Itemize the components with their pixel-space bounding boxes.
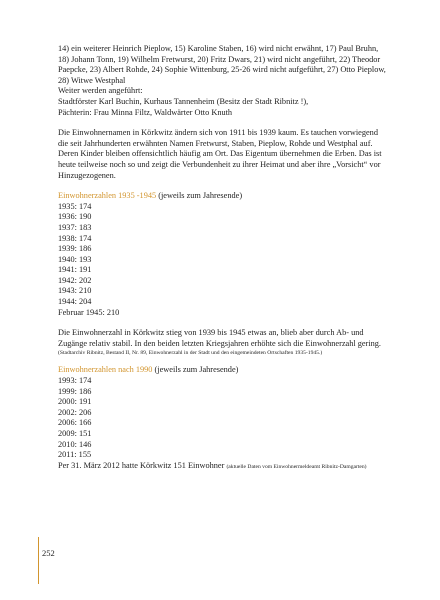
paragraph-names bbox=[58, 128, 392, 181]
final-statement-main: Per 31. März 2012 hatte Körkwitz 151 Einwohner bbox=[58, 460, 227, 470]
list-item: 1940: 193 bbox=[58, 254, 92, 264]
population-list-1935 bbox=[58, 202, 392, 319]
intro-line: Pächterin: Frau Minna Filtz, Waldwärter Otto Knuth bbox=[58, 107, 233, 117]
list-item: 1939: 186 bbox=[58, 244, 92, 254]
list-item: 1937: 183 bbox=[58, 222, 92, 232]
paragraph-line: heute teilweise noch so und zeigt die Verbundenheit zu ihrer Heimat und aber ihre „Vorsicht“ vor bbox=[58, 159, 381, 169]
list-item: 1944: 204 bbox=[58, 297, 92, 307]
final-statement bbox=[58, 461, 392, 472]
intro-line: 14) ein weiterer Heinrich Pieplow, 15) Karoline Staben, 16) wird nicht erwähnt, 17) Paul Bruhn, bbox=[58, 44, 379, 53]
section-heading-1990 bbox=[58, 365, 392, 376]
list-item: 1999: 186 bbox=[58, 386, 92, 396]
paragraph-line: Die Einwohnernamen in Körkwitz ändern sich von 1911 bis 1939 kaum. Es tauchen vorwiegend bbox=[58, 128, 378, 138]
heading-accent: Einwohnerzahlen nach 1990 bbox=[58, 365, 153, 375]
document-page bbox=[58, 44, 392, 471]
page-number: 252 bbox=[42, 548, 55, 558]
list-item: 2011: 155 bbox=[58, 450, 92, 460]
final-statement-source: (aktuelle Daten vom Einwohnermeldeamt Ribnitz-Damgarten) bbox=[226, 463, 367, 470]
page-margin-rule bbox=[38, 537, 39, 584]
source-citation: (Stadtarchiv Ribnitz, Bestand II, Nr. 89, Einwohnerzahl in der Stadt und den eingemeindeten Ortschaften 1935-1945.) bbox=[58, 350, 323, 357]
list-item: 1942: 202 bbox=[58, 275, 92, 285]
intro-line: Stadtförster Karl Buchin, Kurhaus Tannenheim (Besitz der Stadt Ribnitz !), bbox=[58, 96, 309, 106]
list-item: 2006: 166 bbox=[58, 418, 92, 428]
list-item: 2002: 206 bbox=[58, 407, 92, 417]
heading-note: (jeweils zum Jahresende) bbox=[156, 191, 243, 201]
paragraph-line: Zugänge relativ stabil. In den beiden letzten Kriegsjahren erhöhte sich die Einwohnerzahl gering. bbox=[58, 338, 381, 348]
heading-accent: Einwohnerzahlen 1935 -1945 bbox=[58, 191, 157, 201]
list-item: 2010: 146 bbox=[58, 439, 92, 449]
paragraph-line: die seit Jahrhunderten erwähnten Namen Fretwurst, Staben, Pieplow, Rohde und Westphal auf. bbox=[58, 138, 373, 148]
paragraph-line: Hinzugezogenen. bbox=[58, 170, 116, 180]
intro-line: 18) Johann Tonn, 19) Wilhelm Fretwurst, 20) Fritz Dwars, 21) wird nicht angeführt, 22) Theodor bbox=[58, 54, 381, 64]
intro-line: 28) Witwe Westphal bbox=[58, 75, 126, 85]
list-item: 1943: 210 bbox=[58, 286, 92, 296]
paragraph-population bbox=[58, 328, 392, 357]
paragraph-line: Die Einwohnerzahl in Körkwitz stieg von 1939 bis 1945 etwas an, blieb aber durch Ab- und bbox=[58, 328, 364, 338]
list-item: 1993: 174 bbox=[58, 376, 92, 386]
intro-line: Paepcke, 23) Albert Rohde, 24) Sophie Wittenburg, 25-26 wird nicht aufgeführt, 27) Otto Pieplow, bbox=[58, 65, 386, 75]
paragraph-line: Deren Kinder bleiben offensichtlich häufig am Ort. Das Eigentum übernehmen die Erben. Das ist bbox=[58, 149, 382, 159]
list-item: 1936: 190 bbox=[58, 212, 92, 222]
list-item: Februar 1945: 210 bbox=[58, 307, 120, 317]
list-item: 1938: 174 bbox=[58, 233, 92, 243]
section-heading-1935 bbox=[58, 191, 392, 202]
population-list-1990 bbox=[58, 376, 392, 461]
intro-line: Weiter werden angeführt: bbox=[58, 86, 143, 96]
list-item: 1941: 191 bbox=[58, 265, 92, 275]
heading-note: (jeweils zum Jahresende) bbox=[152, 365, 239, 375]
list-item: 2000: 191 bbox=[58, 397, 92, 407]
intro-block bbox=[58, 44, 392, 118]
list-item: 1935: 174 bbox=[58, 201, 92, 211]
list-item: 2009: 151 bbox=[58, 429, 92, 438]
